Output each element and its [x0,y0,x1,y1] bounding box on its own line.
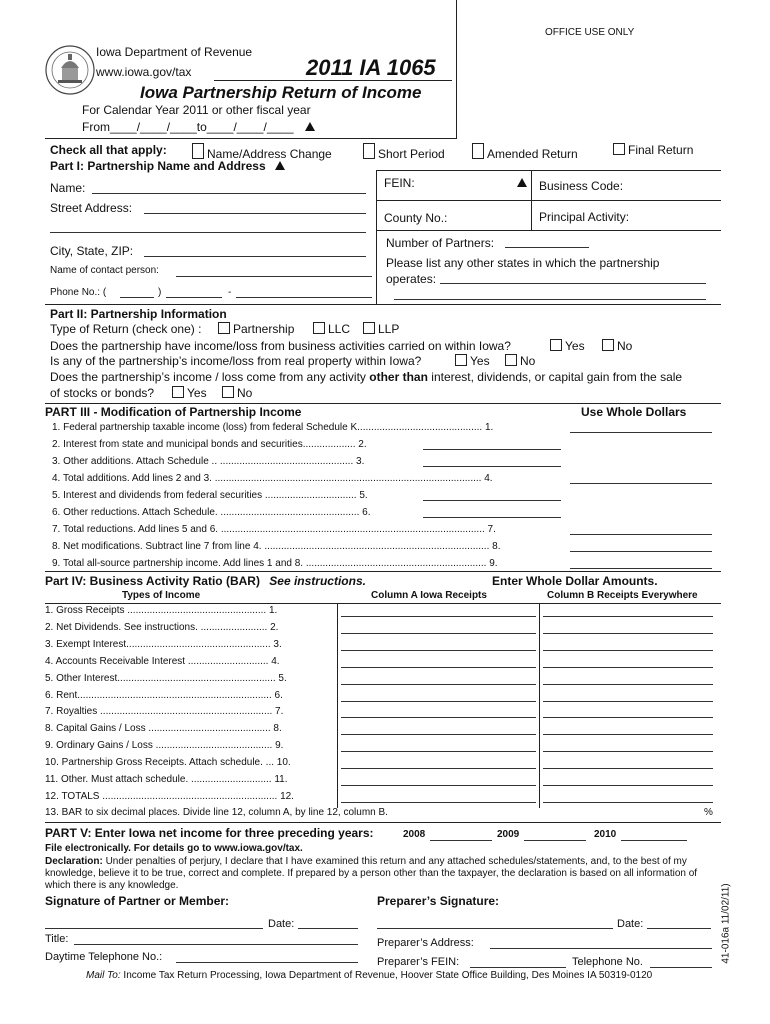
part3-line-1: 1. Federal partnership taxable income (loss) from federal Schedule K............................................. 1. [52,422,494,433]
bar-line-8: 8. Capital Gains / Loss ............................................ 8. [45,723,282,735]
bar-line-9: 9. Ordinary Gains / Loss .......................................... 9. [45,740,284,752]
fein-label: FEIN: [384,176,415,190]
part3-line-6-field[interactable] [423,517,561,518]
partner-signature-field[interactable] [45,928,263,929]
checkbox-icon [222,386,234,398]
part3-line-5: 5. Interest and dividends from federal securities ................................. 5. [52,490,368,501]
declaration-line-2: knowledge, believe it to be true, correct and complete. If prepared by a person other than the taxpayer, the declaration is based on all information of [45,868,698,879]
q3-yes-checkbox[interactable]: Yes [172,386,207,400]
street-field[interactable] [144,213,366,214]
iowa-seal-logo [44,44,96,96]
checkbox-icon [218,322,230,334]
bar-line-11-column-b-field[interactable] [543,785,713,786]
q3-no-checkbox[interactable]: No [222,386,252,400]
bar-line-1: 1. Gross Receipts .................................................. 1. [45,605,278,616]
checkbox-amended-return[interactable]: Amended Return [472,143,578,161]
part1-bottom [45,304,721,305]
part3-line-1-field[interactable] [570,432,712,433]
form-code: 41-016a 11/02/11) [720,883,732,964]
checkbox-icon [363,143,375,159]
part3-line-3-field[interactable] [423,466,561,467]
bar-line-3-column-b-field[interactable] [543,650,713,651]
checkbox-icon [455,354,467,366]
preparer-signature-field[interactable] [377,928,613,929]
title-label: Title: [45,933,69,945]
bar-line-12-column-b-field[interactable] [543,802,713,803]
partner-date-field[interactable] [298,928,358,929]
partner-signature-label: Signature of Partner or Member: [45,894,230,908]
arrow-up-icon [517,178,527,187]
question-business-activities: Does the partnership have income/loss from business activities carried on within Iowa? [50,339,511,353]
bar-line-9-column-a-field[interactable] [341,751,536,752]
daytime-telephone-field[interactable] [176,962,358,963]
col-b-left [539,603,540,808]
bar-line-2-column-b-field[interactable] [543,633,713,634]
name-field[interactable] [92,193,366,194]
year-2009-label: 2009 [497,829,520,840]
arrow-up-icon [275,161,285,170]
part3-line-9: 9. Total all-source partnership income. Add lines 1 and 8. ................................................................. 9. [52,558,498,569]
efile-notice: File electronically. For details go to www.iowa.gov/tax. [45,843,303,854]
daytime-telephone-label: Daytime Telephone No.: [45,951,163,963]
city-label: City, State, ZIP: [50,244,134,258]
preparer-address-field[interactable] [490,948,712,949]
bar-line-6-column-b-field[interactable] [543,701,713,702]
contact-field[interactable] [176,276,372,277]
name-label: Name: [50,181,86,195]
part3-bottom [45,571,721,572]
bar-line-8-column-b-field[interactable] [543,734,713,735]
checkbox-icon [313,322,325,334]
preparer-fein-label: Preparer’s FEIN: [377,956,460,968]
part3-line-2-field[interactable] [423,449,561,450]
part3-line-6: 6. Other reductions. Attach Schedule. .................................................. 6. [52,507,371,518]
checkbox-icon [602,339,614,351]
other-states-field-2[interactable] [394,299,706,300]
bar-line-9-column-b-field[interactable] [543,751,713,752]
check-all-label: Check all that apply: [50,143,167,157]
preparer-date-label: Date: [617,918,644,930]
checkbox-name-address-change[interactable]: Name/Address Change [192,143,332,161]
bar-line-7-column-a-field[interactable] [341,717,536,718]
preparer-address-label: Preparer’s Address: [377,937,474,949]
bar-line-11: 11. Other. Must attach schedule. ............................. 11. [45,774,288,785]
bar-line-3-column-a-field[interactable] [341,650,536,651]
phone-dash: - [228,287,232,298]
part4-bottom [45,822,721,823]
county-label: County No.: [384,211,448,225]
part2-title: Part II: Partnership Information [50,307,227,321]
principal-activity-label: Principal Activity: [539,210,630,224]
part1-top [376,170,721,171]
arrow-up-icon [305,122,315,131]
street-field-2[interactable] [50,232,366,233]
bar-line-10-column-a-field[interactable] [341,768,536,769]
checkbox-icon [613,143,625,155]
checkbox-icon [472,143,484,159]
bar-line-10-column-b-field[interactable] [543,768,713,769]
part3-line-9-field[interactable] [570,568,712,569]
phone-area-code-field[interactable] [120,297,154,298]
bar-line-5: 5. Other Interest......................................................... 5. [45,672,287,684]
bar-line-6-column-a-field[interactable] [341,701,536,702]
checkbox-icon [363,322,375,334]
num-partners-field[interactable] [505,247,589,248]
part1-divider [376,170,377,304]
form-title: Iowa Partnership Return of Income [140,83,422,102]
num-partners-label: Number of Partners: [386,236,495,250]
preparer-telephone-label: Telephone No. [572,956,643,968]
type-partnership-checkbox[interactable]: Partnership [218,322,294,336]
bar-line-4-column-a-field[interactable] [341,667,536,668]
bar-line-4-column-b-field[interactable] [543,667,713,668]
checkbox-icon [550,339,562,351]
bar-line-1-column-b-field[interactable] [543,616,713,617]
bar-line-8-column-a-field[interactable] [341,734,536,735]
phone-label: Phone No.: ( [50,287,107,298]
bar-line-6: 6. Rent...................................................................... 6. [45,689,283,701]
part3-line-8-field[interactable] [570,551,712,552]
fiscal-period-from-to[interactable]: From____/____/____to____/____/____ [82,120,315,134]
county-bottom [376,230,721,231]
part2-bottom [45,403,721,404]
dept-name: Iowa Department of Revenue [96,45,253,59]
checkbox-icon [172,386,184,398]
col-a-left [337,603,338,808]
bar-line-7-column-b-field[interactable] [543,717,713,718]
bar-line-5-column-b-field[interactable] [543,684,713,685]
bar-line-12: 12. TOTALS ............................................................... 12. [45,790,294,802]
year-2009-field[interactable] [524,840,586,841]
preparer-signature-label: Preparer’s Signature: [377,894,500,908]
question-other-activity: Does the partnership’s income / loss come from any activity other than interest, dividends, or capital gain from the sale [50,370,683,384]
preparer-fein-field[interactable] [470,967,566,968]
fiscal-year-text: For Calendar Year 2011 or other fiscal year [82,103,311,117]
question-real-property: Is any of the partnership’s income/loss from real property within Iowa? [50,354,422,368]
fein-bottom [376,200,721,201]
checkbox-final-return[interactable]: Final Return [613,143,693,157]
percent-sign: % [704,807,713,818]
phone-prefix-field[interactable] [166,297,222,298]
city-field[interactable] [144,256,366,257]
partner-date-label: Date: [268,918,295,930]
operates-label: operates: [386,272,437,286]
type-llp-checkbox[interactable]: LLP [363,322,399,336]
business-code-label: Business Code: [539,179,624,193]
part3-title: PART III - Modification of Partnership Income [45,405,302,419]
dept-url: www.iowa.gov/tax [96,65,192,79]
checkbox-icon [192,143,204,159]
part3-line-7-field[interactable] [570,534,712,535]
q1-yes-checkbox[interactable]: Yes [550,339,585,353]
part3-line-5-field[interactable] [423,500,561,501]
year-2008-field[interactable] [430,840,492,841]
contact-label: Name of contact person: [50,265,159,276]
part3-line-4-field[interactable] [570,483,712,484]
office-use-label: OFFICE USE ONLY [545,27,635,38]
part3-line-8: 8. Net modifications. Subtract line 7 from line 4. ................................................................................. 8. [52,541,501,552]
other-states-field[interactable] [440,283,706,284]
declaration-line-1: Declaration: Under penalties of perjury, I declare that I have examined this return and any attached schedules/statements, and, to the best of my [45,856,687,867]
column-b-header: Column B Receipts Everywhere [547,590,698,601]
preparer-date-field[interactable] [647,928,711,929]
whole-dollar-amounts-label: Enter Whole Dollar Amounts. [492,574,658,588]
types-of-income-header: Types of Income [122,590,201,601]
q1-no-checkbox[interactable]: No [602,339,632,353]
mail-to: Mail To: Income Tax Return Processing, Iowa Department of Revenue, Hoover State Office Building, Des Moines IA 50319-0120 [86,970,653,981]
part5-title: PART V: Enter Iowa net income for three preceding years: [45,826,374,840]
return-type-row: Type of Return (check one) : [50,322,202,336]
year-2010-field[interactable] [621,840,687,841]
year-2008-label: 2008 [403,829,426,840]
checkbox-short-period[interactable]: Short Period [363,143,445,161]
phone-paren: ) [158,287,162,298]
preparer-telephone-field[interactable] [650,967,712,968]
phone-number-field[interactable] [236,297,372,298]
part1-title: Part I: Partnership Name and Address [50,159,285,173]
divider [45,138,457,139]
type-llc-checkbox[interactable]: LLC [313,322,350,336]
bar-line-7: 7. Royalties .............................................................. 7. [45,706,284,718]
part4-line-13: 13. BAR to six decimal places. Divide line 12, column A, by line 12, column B. [45,807,388,818]
other-states-text: Please list any other states in which the partnership [386,256,660,270]
whole-dollars-label: Use Whole Dollars [581,405,687,419]
q2-no-checkbox[interactable]: No [505,354,535,368]
column-a-header: Column A Iowa Receipts [371,590,487,601]
part3-line-3: 3. Other additions. Attach Schedule .. ................................................ 3. [52,456,365,467]
bar-line-4: 4. Accounts Receivable Interest ............................. 4. [45,655,280,667]
year-2010-label: 2010 [594,829,617,840]
street-label: Street Address: [50,201,133,215]
checkbox-icon [505,354,517,366]
declaration-line-3: which there is any knowledge. [45,880,179,891]
question-stocks-bonds: of stocks or bonds? [50,386,155,400]
bar-line-2: 2. Net Dividends. See instructions. ........................ 2. [45,621,279,633]
part4-title: Part IV: Business Activity Ratio (BAR) See instructions. [45,574,366,588]
part3-line-7: 7. Total reductions. Add lines 5 and 6. ............................................................................................... 7. [52,524,496,535]
bar-line-2-column-a-field[interactable] [341,633,536,634]
q2-yes-checkbox[interactable]: Yes [455,354,490,368]
bar-line-11-column-a-field[interactable] [341,785,536,786]
title-field[interactable] [74,944,358,945]
office-box-left-border [456,0,457,138]
part4-header-line [45,603,721,604]
part3-line-2: 2. Interest from state and municipal bonds and securities................... 2. [52,439,367,450]
bar-line-10: 10. Partnership Gross Receipts. Attach schedule. ... 10. [45,757,291,769]
bar-line-1-column-a-field[interactable] [341,616,536,617]
bar-line-3: 3. Exempt Interest.................................................... 3. [45,638,282,650]
part3-line-4: 4. Total additions. Add lines 2 and 3. ................................................................................................ 4. [52,473,493,484]
bar-line-5-column-a-field[interactable] [341,684,536,685]
bar-line-12-column-a-field[interactable] [341,802,536,803]
form-id: 2011 IA 1065 [306,55,436,80]
